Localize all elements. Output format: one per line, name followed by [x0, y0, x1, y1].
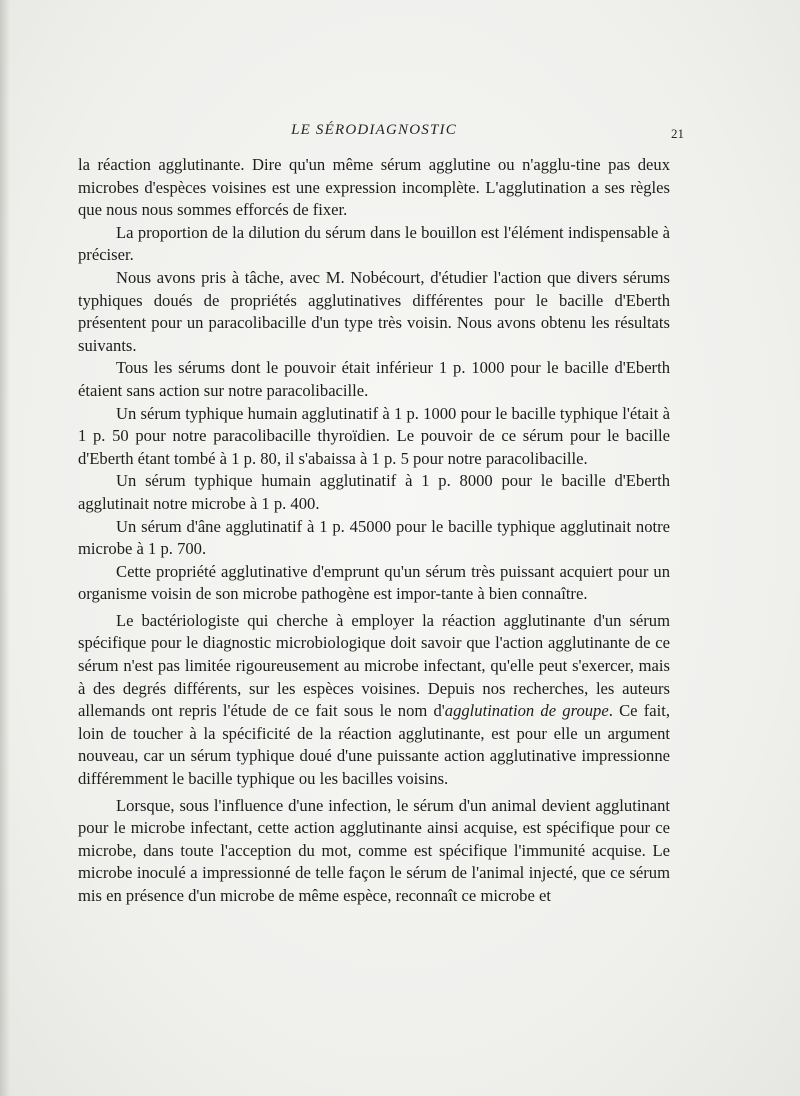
paragraph [78, 610, 670, 791]
paragraph: La proportion de la dilution du sérum dans le bouillon est l'élément indispensable à préciser. [78, 222, 670, 265]
paragraph: Un sérum d'âne agglutinatif à 1 p. 45000 pour le bacille typhique agglutinait notre microbe à 1 p. 700. [78, 516, 670, 559]
paragraph-text: . Ce fait, loin de toucher à la spécificité de la réaction agglutinante, est pour elle un argument nouveau, car un sérum typhique doué d'une puissante action agglutinative impressionne différemment le bacille typhique ou les bacilles voisins. [78, 701, 671, 789]
paragraph-text: Le bactériologiste qui cherche à employer la réaction agglutinante d'un sérum spécifique pour le diagnostic microbiologique doit savoir que l'action agglutinante de ce sérum n'est pas limitée rigoureusement au microbe infectant, qu'elle peut s'exercer, mais à des degrés différents, sur les espèces voisines. Depuis nos recherches, les auteurs allemands ont repris l'étude de ce fait sous le nom d' [78, 610, 670, 721]
paragraph: Cette propriété agglutinative d'emprunt qu'un sérum très puissant acquiert pour un organisme voisin de son microbe pathogène est impor-tante à bien connaître. [78, 561, 670, 604]
page-gutter-shadow [0, 0, 10, 1096]
page-number: 21 [671, 126, 684, 141]
paragraph: Lorsque, sous l'influence d'une infection, le sérum d'un animal devient agglutinant pour le microbe infectant, cette action agglutinante ainsi acquise, est spécifique pour ce microbe, dans toute l'acception du mot, comme est spécifique l'immunité acquise. Le microbe inoculé a impressionné de telle façon le sérum de l'animal injecté, que ce sérum mis en présence d'un microbe de même espèce, reconnaît ce microbe et [78, 795, 670, 905]
body-text [78, 154, 670, 908]
italic-term: agglutination de groupe [444, 701, 609, 721]
paragraph: Nous avons pris à tâche, avec M. Nobécourt, d'étudier l'action que divers sérums typhiques doués de propriétés agglutinatives différentes pour le bacille d'Eberth présentent pour un paracolibacille d'un type très voisin. Nous avons obtenu les résultats suivants. [78, 267, 670, 355]
running-title: LE SÉRODIAGNOSTIC [291, 122, 457, 138]
paragraph: Un sérum typhique humain agglutinatif à 1 p. 1000 pour le bacille typhique l'était à 1 p. 50 pour notre paracolibacille thyroïdien. Le pouvoir de ce sérum pour le bacille d'Eberth étant tombé à 1 p. 80, il s'abaissa à 1 p. 5 pour notre paracolibacille. [78, 403, 670, 468]
page-header [78, 122, 684, 144]
paragraph: la réaction agglutinante. Dire qu'un même sérum agglutine ou n'agglu-tine pas deux microbes d'espèces voisines est une expression incomplète. L'agglutination a ses règles que nous nous sommes efforcés de fixer. [78, 155, 670, 220]
paragraph: Un sérum typhique humain agglutinatif à 1 p. 8000 pour le bacille d'Eberth agglutinait notre microbe à 1 p. 400. [78, 471, 670, 513]
paragraph: Tous les sérums dont le pouvoir était inférieur 1 p. 1000 pour le bacille d'Eberth étaient sans action sur notre paracolibacille. [78, 358, 670, 400]
